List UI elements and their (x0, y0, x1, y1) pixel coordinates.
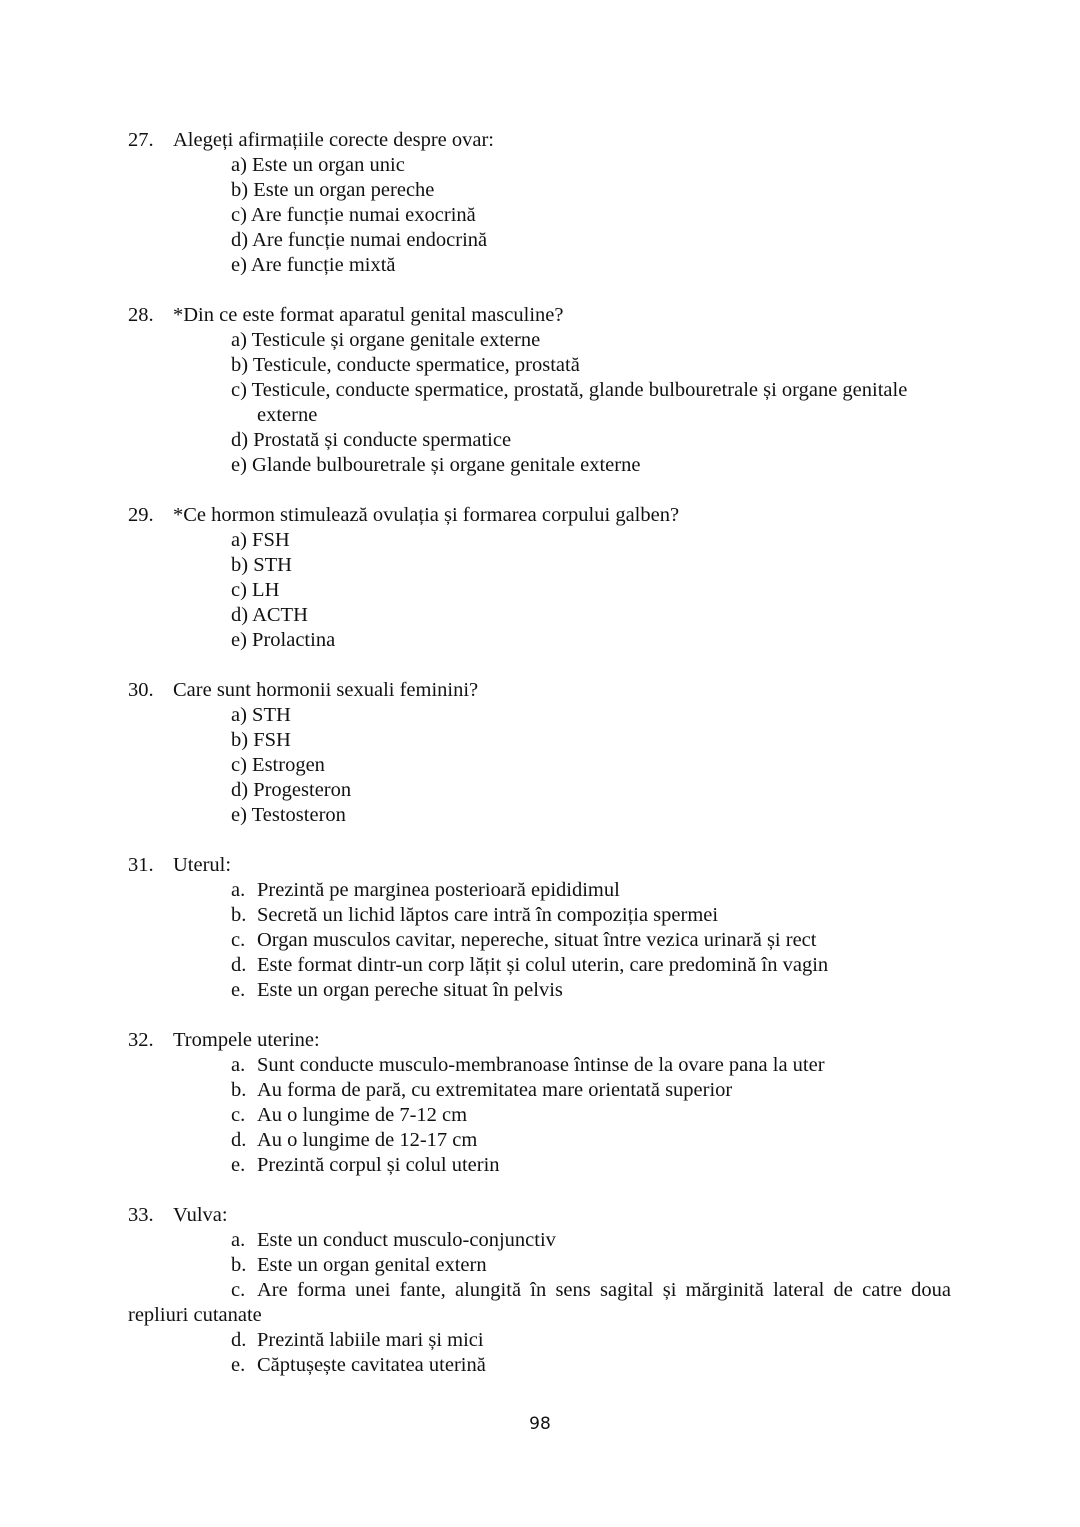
answer-option: a) FSH (231, 529, 290, 551)
answer-option: Prezintă labiile mari și mici (257, 1329, 484, 1351)
answer-letter: d. (231, 1329, 247, 1351)
answer-option: Are forma unei fante, alungită în sens sagital și mărginită lateral de catre doua (257, 1279, 951, 1301)
answer-option: d) Prostată și conducte spermatice (231, 429, 512, 451)
question-text: Vulva: (173, 1204, 228, 1226)
question-text: Alegeți afirmațiile corecte despre ovar: (173, 129, 495, 151)
answer-letter: a. (231, 1054, 246, 1076)
answer-option: a) Testicule și organe genitale externe (231, 329, 541, 351)
answer-letter: e. (231, 979, 246, 1001)
answer-option: e) Testosteron (231, 804, 346, 826)
answer-option: b) Este un organ pereche (231, 179, 435, 201)
answer-option: Au forma de pară, cu extremitatea mare orientată superior (257, 1079, 733, 1101)
question-text: Uterul: (173, 854, 232, 876)
answer-option: e) Are funcție mixtă (231, 254, 396, 276)
answer-option: Este un organ pereche situat în pelvis (257, 979, 563, 1001)
page-number: 98 (529, 1414, 551, 1434)
question-number: 32. (128, 1029, 154, 1051)
question-number: 31. (128, 854, 154, 876)
answer-option: Organ musculos cavitar, nepereche, situat între vezica urinară și rect (257, 929, 817, 951)
answer-option-continuation: externe (257, 404, 318, 426)
answer-option: Căptușește cavitatea uterină (257, 1354, 486, 1376)
answer-option: c) Testicule, conducte spermatice, prostată, glande bulbouretrale și organe genitale (231, 379, 908, 401)
answer-letter: b. (231, 1254, 247, 1276)
answer-option: e) Glande bulbouretrale și organe genitale externe (231, 454, 641, 476)
answer-option: Este un organ genital extern (257, 1254, 487, 1276)
answer-option: Prezintă pe marginea posterioară epididimul (257, 879, 620, 901)
answer-option: d) ACTH (231, 604, 308, 626)
answer-option: d) Progesteron (231, 779, 352, 801)
answer-option: a) STH (231, 704, 291, 726)
answer-option: Au o lungime de 12-17 cm (257, 1129, 478, 1151)
question-number: 29. (128, 504, 154, 526)
answer-option: c) LH (231, 579, 280, 601)
answer-option: b) STH (231, 554, 292, 576)
answer-option: Prezintă corpul și colul uterin (257, 1154, 500, 1176)
answer-letter: e. (231, 1154, 246, 1176)
answer-option: d) Are funcție numai endocrină (231, 229, 488, 251)
answer-letter: c. (231, 1104, 246, 1126)
question-number: 33. (128, 1204, 154, 1226)
question-text: Care sunt hormonii sexuali feminini? (173, 679, 479, 701)
answer-letter: a. (231, 879, 246, 901)
question-text: Trompele uterine: (173, 1029, 320, 1051)
answer-option: b) FSH (231, 729, 291, 751)
question-number: 30. (128, 679, 154, 701)
answer-option: Este un conduct musculo-conjunctiv (257, 1229, 556, 1251)
answer-option: a) Este un organ unic (231, 154, 405, 176)
question-text: *Ce hormon stimulează ovulația și formarea corpului galben? (173, 504, 680, 526)
answer-option: e) Prolactina (231, 629, 336, 651)
answer-option: Este format dintr-un corp lățit și colul uterin, care predomină în vagin (257, 954, 829, 976)
answer-letter: a. (231, 1229, 246, 1251)
answer-option: Secretă un lichid lăptos care intră în compoziția spermei (257, 904, 719, 926)
answer-option: Sunt conducte musculo-membranoase întinse de la ovare pana la uter (257, 1054, 825, 1076)
answer-option: Au o lungime de 7-12 cm (257, 1104, 468, 1126)
answer-letter: b. (231, 1079, 247, 1101)
answer-letter: e. (231, 1354, 246, 1376)
answer-letter: c. (231, 929, 246, 951)
answer-letter: d. (231, 954, 247, 976)
question-text: *Din ce este format aparatul genital masculine? (173, 304, 564, 326)
answer-option-continuation: repliuri cutanate (128, 1304, 262, 1326)
answer-option: c) Are funcție numai exocrină (231, 204, 476, 226)
question-number: 27. (128, 129, 154, 151)
answer-option: c) Estrogen (231, 754, 325, 776)
question-number: 28. (128, 304, 154, 326)
answer-option: b) Testicule, conducte spermatice, prostată (231, 354, 580, 376)
answer-letter: c. (231, 1279, 246, 1301)
answer-letter: d. (231, 1129, 247, 1151)
answer-letter: b. (231, 904, 247, 926)
